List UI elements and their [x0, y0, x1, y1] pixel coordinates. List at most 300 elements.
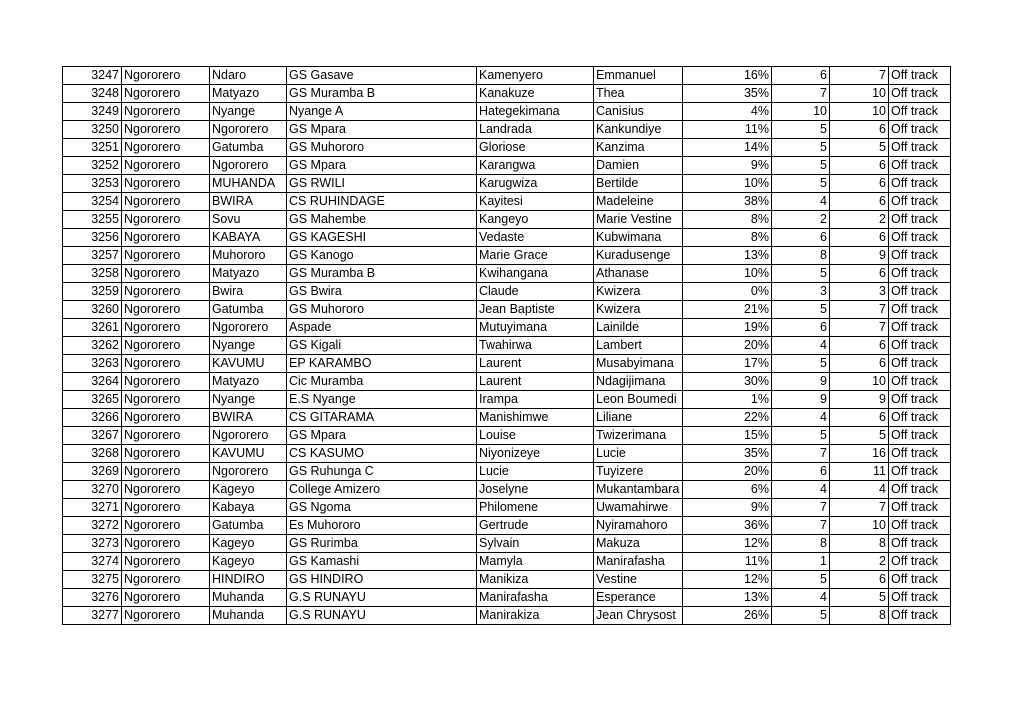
- school-cell: GS Mahembe: [287, 211, 477, 229]
- count-a-cell: 8: [772, 535, 830, 553]
- count-b-cell: 5: [830, 139, 889, 157]
- percentage-cell: 6%: [683, 481, 772, 499]
- row-id-cell: 3257: [63, 247, 122, 265]
- table-row: [63, 229, 951, 247]
- count-b-cell: 6: [830, 355, 889, 373]
- count-a-cell: 4: [772, 481, 830, 499]
- count-a-cell: 6: [772, 319, 830, 337]
- last-name-cell: Twahirwa: [477, 337, 594, 355]
- count-b-cell: 6: [830, 121, 889, 139]
- count-b-cell: 11: [830, 463, 889, 481]
- sector-cell: Nyange: [210, 337, 287, 355]
- percentage-cell: 20%: [683, 463, 772, 481]
- last-name-cell: Gertrude: [477, 517, 594, 535]
- school-cell: CS KASUMO: [287, 445, 477, 463]
- first-name-cell: Kwizera: [594, 301, 683, 319]
- row-id-cell: 3248: [63, 85, 122, 103]
- sector-cell: Ngororero: [210, 157, 287, 175]
- last-name-cell: Manirakiza: [477, 607, 594, 625]
- table-body: [63, 67, 951, 625]
- count-a-cell: 5: [772, 157, 830, 175]
- percentage-cell: 17%: [683, 355, 772, 373]
- school-cell: GS Mpara: [287, 121, 477, 139]
- school-cell: GS RWILI: [287, 175, 477, 193]
- row-id-cell: 3254: [63, 193, 122, 211]
- school-cell: GS KAGESHI: [287, 229, 477, 247]
- percentage-cell: 26%: [683, 607, 772, 625]
- count-a-cell: 5: [772, 265, 830, 283]
- first-name-cell: Liliane: [594, 409, 683, 427]
- status-cell: Off track: [889, 319, 951, 337]
- table-row: [63, 499, 951, 517]
- data-table: [62, 66, 951, 625]
- table-row: [63, 445, 951, 463]
- sector-cell: Muhanda: [210, 589, 287, 607]
- school-cell: College Amizero: [287, 481, 477, 499]
- district-cell: Ngororero: [122, 355, 210, 373]
- first-name-cell: Musabyimana: [594, 355, 683, 373]
- count-b-cell: 2: [830, 211, 889, 229]
- sector-cell: HINDIRO: [210, 571, 287, 589]
- sector-cell: Kageyo: [210, 553, 287, 571]
- count-a-cell: 3: [772, 283, 830, 301]
- count-a-cell: 9: [772, 391, 830, 409]
- last-name-cell: Hategekimana: [477, 103, 594, 121]
- percentage-cell: 14%: [683, 139, 772, 157]
- last-name-cell: Niyonizeye: [477, 445, 594, 463]
- sector-cell: Kabaya: [210, 499, 287, 517]
- count-a-cell: 1: [772, 553, 830, 571]
- count-b-cell: 6: [830, 409, 889, 427]
- table-row: [63, 121, 951, 139]
- school-cell: Es Muhororo: [287, 517, 477, 535]
- count-b-cell: 9: [830, 391, 889, 409]
- last-name-cell: Kamenyero: [477, 67, 594, 85]
- first-name-cell: Ndagijimana: [594, 373, 683, 391]
- row-id-cell: 3250: [63, 121, 122, 139]
- row-id-cell: 3256: [63, 229, 122, 247]
- status-cell: Off track: [889, 355, 951, 373]
- sector-cell: Ndaro: [210, 67, 287, 85]
- status-cell: Off track: [889, 157, 951, 175]
- count-b-cell: 6: [830, 571, 889, 589]
- table-row: [63, 427, 951, 445]
- percentage-cell: 20%: [683, 337, 772, 355]
- table-row: [63, 481, 951, 499]
- last-name-cell: Claude: [477, 283, 594, 301]
- table-row: [63, 463, 951, 481]
- last-name-cell: Laurent: [477, 373, 594, 391]
- percentage-cell: 12%: [683, 535, 772, 553]
- status-cell: Off track: [889, 337, 951, 355]
- percentage-cell: 36%: [683, 517, 772, 535]
- count-a-cell: 5: [772, 571, 830, 589]
- district-cell: Ngororero: [122, 553, 210, 571]
- row-id-cell: 3275: [63, 571, 122, 589]
- count-a-cell: 6: [772, 229, 830, 247]
- percentage-cell: 16%: [683, 67, 772, 85]
- status-cell: Off track: [889, 211, 951, 229]
- row-id-cell: 3251: [63, 139, 122, 157]
- sector-cell: Ngororero: [210, 463, 287, 481]
- school-cell: G.S RUNAYU: [287, 589, 477, 607]
- row-id-cell: 3269: [63, 463, 122, 481]
- count-b-cell: 8: [830, 535, 889, 553]
- status-cell: Off track: [889, 553, 951, 571]
- first-name-cell: Athanase: [594, 265, 683, 283]
- sector-cell: KABAYA: [210, 229, 287, 247]
- first-name-cell: Lainilde: [594, 319, 683, 337]
- count-a-cell: 4: [772, 589, 830, 607]
- row-id-cell: 3247: [63, 67, 122, 85]
- table-row: [63, 409, 951, 427]
- last-name-cell: Karangwa: [477, 157, 594, 175]
- table-row: [63, 175, 951, 193]
- first-name-cell: Twizerimana: [594, 427, 683, 445]
- sector-cell: Nyange: [210, 391, 287, 409]
- first-name-cell: Thea: [594, 85, 683, 103]
- last-name-cell: Manikiza: [477, 571, 594, 589]
- count-a-cell: 5: [772, 607, 830, 625]
- status-cell: Off track: [889, 283, 951, 301]
- first-name-cell: Madeleine: [594, 193, 683, 211]
- school-cell: GS Muramba B: [287, 85, 477, 103]
- table-row: [63, 607, 951, 625]
- percentage-cell: 19%: [683, 319, 772, 337]
- first-name-cell: Uwamahirwe: [594, 499, 683, 517]
- table-row: [63, 265, 951, 283]
- last-name-cell: Mamyla: [477, 553, 594, 571]
- percentage-cell: 10%: [683, 175, 772, 193]
- first-name-cell: Kuradusenge: [594, 247, 683, 265]
- district-cell: Ngororero: [122, 193, 210, 211]
- sector-cell: Bwira: [210, 283, 287, 301]
- first-name-cell: Vestine: [594, 571, 683, 589]
- first-name-cell: Jean Chrysost: [594, 607, 683, 625]
- table-row: [63, 589, 951, 607]
- sector-cell: MUHANDA: [210, 175, 287, 193]
- row-id-cell: 3262: [63, 337, 122, 355]
- count-b-cell: 5: [830, 427, 889, 445]
- percentage-cell: 21%: [683, 301, 772, 319]
- count-a-cell: 6: [772, 67, 830, 85]
- sector-cell: Gatumba: [210, 139, 287, 157]
- count-a-cell: 4: [772, 337, 830, 355]
- district-cell: Ngororero: [122, 391, 210, 409]
- count-b-cell: 16: [830, 445, 889, 463]
- count-a-cell: 6: [772, 463, 830, 481]
- school-cell: Aspade: [287, 319, 477, 337]
- last-name-cell: Kanakuze: [477, 85, 594, 103]
- status-cell: Off track: [889, 445, 951, 463]
- table-row: [63, 103, 951, 121]
- school-cell: GS Mpara: [287, 427, 477, 445]
- status-cell: Off track: [889, 247, 951, 265]
- count-b-cell: 3: [830, 283, 889, 301]
- table-row: [63, 319, 951, 337]
- percentage-cell: 8%: [683, 211, 772, 229]
- school-cell: GS Kanogo: [287, 247, 477, 265]
- school-cell: Nyange A: [287, 103, 477, 121]
- count-a-cell: 7: [772, 85, 830, 103]
- row-id-cell: 3277: [63, 607, 122, 625]
- district-cell: Ngororero: [122, 337, 210, 355]
- row-id-cell: 3253: [63, 175, 122, 193]
- school-cell: GS Kamashi: [287, 553, 477, 571]
- district-cell: Ngororero: [122, 121, 210, 139]
- sector-cell: BWIRA: [210, 193, 287, 211]
- percentage-cell: 38%: [683, 193, 772, 211]
- table-row: [63, 193, 951, 211]
- table-row: [63, 157, 951, 175]
- district-cell: Ngororero: [122, 481, 210, 499]
- table-row: [63, 283, 951, 301]
- last-name-cell: Manishimwe: [477, 409, 594, 427]
- table-row: [63, 211, 951, 229]
- count-b-cell: 6: [830, 157, 889, 175]
- district-cell: Ngororero: [122, 517, 210, 535]
- percentage-cell: 1%: [683, 391, 772, 409]
- first-name-cell: Emmanuel: [594, 67, 683, 85]
- count-b-cell: 6: [830, 193, 889, 211]
- table-row: [63, 337, 951, 355]
- count-b-cell: 4: [830, 481, 889, 499]
- school-cell: EP KARAMBO: [287, 355, 477, 373]
- school-cell: CS GITARAMA: [287, 409, 477, 427]
- status-cell: Off track: [889, 121, 951, 139]
- school-cell: Cic Muramba: [287, 373, 477, 391]
- first-name-cell: Nyiramahoro: [594, 517, 683, 535]
- district-cell: Ngororero: [122, 319, 210, 337]
- district-cell: Ngororero: [122, 445, 210, 463]
- last-name-cell: Landrada: [477, 121, 594, 139]
- district-cell: Ngororero: [122, 301, 210, 319]
- first-name-cell: Tuyizere: [594, 463, 683, 481]
- sector-cell: Ngororero: [210, 121, 287, 139]
- row-id-cell: 3272: [63, 517, 122, 535]
- district-cell: Ngororero: [122, 229, 210, 247]
- last-name-cell: Kwihangana: [477, 265, 594, 283]
- sector-cell: Gatumba: [210, 517, 287, 535]
- status-cell: Off track: [889, 481, 951, 499]
- first-name-cell: Makuza: [594, 535, 683, 553]
- count-b-cell: 7: [830, 319, 889, 337]
- school-cell: GS HINDIRO: [287, 571, 477, 589]
- first-name-cell: Kubwimana: [594, 229, 683, 247]
- count-b-cell: 2: [830, 553, 889, 571]
- status-cell: Off track: [889, 499, 951, 517]
- sector-cell: BWIRA: [210, 409, 287, 427]
- count-a-cell: 7: [772, 445, 830, 463]
- status-cell: Off track: [889, 391, 951, 409]
- first-name-cell: Lambert: [594, 337, 683, 355]
- table-row: [63, 247, 951, 265]
- row-id-cell: 3263: [63, 355, 122, 373]
- first-name-cell: Bertilde: [594, 175, 683, 193]
- sector-cell: Muhanda: [210, 607, 287, 625]
- percentage-cell: 11%: [683, 121, 772, 139]
- count-b-cell: 7: [830, 301, 889, 319]
- table-row: [63, 85, 951, 103]
- count-b-cell: 6: [830, 229, 889, 247]
- status-cell: Off track: [889, 301, 951, 319]
- row-id-cell: 3265: [63, 391, 122, 409]
- table-row: [63, 517, 951, 535]
- last-name-cell: Gloriose: [477, 139, 594, 157]
- count-b-cell: 10: [830, 517, 889, 535]
- status-cell: Off track: [889, 535, 951, 553]
- percentage-cell: 13%: [683, 589, 772, 607]
- count-a-cell: 4: [772, 409, 830, 427]
- row-id-cell: 3267: [63, 427, 122, 445]
- district-cell: Ngororero: [122, 571, 210, 589]
- district-cell: Ngororero: [122, 103, 210, 121]
- status-cell: Off track: [889, 463, 951, 481]
- table-row: [63, 355, 951, 373]
- percentage-cell: 8%: [683, 229, 772, 247]
- table-row: [63, 67, 951, 85]
- row-id-cell: 3258: [63, 265, 122, 283]
- first-name-cell: Mukantambara: [594, 481, 683, 499]
- count-a-cell: 5: [772, 175, 830, 193]
- percentage-cell: 11%: [683, 553, 772, 571]
- count-b-cell: 5: [830, 589, 889, 607]
- row-id-cell: 3255: [63, 211, 122, 229]
- status-cell: Off track: [889, 265, 951, 283]
- school-cell: GS Muramba B: [287, 265, 477, 283]
- percentage-cell: 12%: [683, 571, 772, 589]
- first-name-cell: Lucie: [594, 445, 683, 463]
- school-cell: GS Bwira: [287, 283, 477, 301]
- district-cell: Ngororero: [122, 175, 210, 193]
- last-name-cell: Kayitesi: [477, 193, 594, 211]
- row-id-cell: 3276: [63, 589, 122, 607]
- school-cell: GS Rurimba: [287, 535, 477, 553]
- count-a-cell: 8: [772, 247, 830, 265]
- status-cell: Off track: [889, 193, 951, 211]
- first-name-cell: Manirafasha: [594, 553, 683, 571]
- count-a-cell: 9: [772, 373, 830, 391]
- count-b-cell: 10: [830, 85, 889, 103]
- row-id-cell: 3249: [63, 103, 122, 121]
- district-cell: Ngororero: [122, 265, 210, 283]
- last-name-cell: Lucie: [477, 463, 594, 481]
- table-row: [63, 571, 951, 589]
- sector-cell: Nyange: [210, 103, 287, 121]
- district-cell: Ngororero: [122, 139, 210, 157]
- first-name-cell: Leon Boumedi: [594, 391, 683, 409]
- district-cell: Ngororero: [122, 157, 210, 175]
- percentage-cell: 30%: [683, 373, 772, 391]
- table-row: [63, 373, 951, 391]
- status-cell: Off track: [889, 571, 951, 589]
- district-cell: Ngororero: [122, 427, 210, 445]
- status-cell: Off track: [889, 373, 951, 391]
- table-row: [63, 301, 951, 319]
- count-b-cell: 10: [830, 373, 889, 391]
- row-id-cell: 3260: [63, 301, 122, 319]
- school-cell: GS Ngoma: [287, 499, 477, 517]
- count-b-cell: 6: [830, 337, 889, 355]
- district-cell: Ngororero: [122, 283, 210, 301]
- row-id-cell: 3252: [63, 157, 122, 175]
- row-id-cell: 3271: [63, 499, 122, 517]
- first-name-cell: Kanzima: [594, 139, 683, 157]
- district-cell: Ngororero: [122, 247, 210, 265]
- count-b-cell: 6: [830, 175, 889, 193]
- percentage-cell: 9%: [683, 157, 772, 175]
- district-cell: Ngororero: [122, 589, 210, 607]
- first-name-cell: Marie Vestine: [594, 211, 683, 229]
- table-row: [63, 535, 951, 553]
- count-a-cell: 5: [772, 427, 830, 445]
- status-cell: Off track: [889, 517, 951, 535]
- district-cell: Ngororero: [122, 67, 210, 85]
- count-a-cell: 5: [772, 121, 830, 139]
- first-name-cell: Esperance: [594, 589, 683, 607]
- status-cell: Off track: [889, 103, 951, 121]
- percentage-cell: 4%: [683, 103, 772, 121]
- table-row: [63, 553, 951, 571]
- count-a-cell: 5: [772, 355, 830, 373]
- count-b-cell: 7: [830, 67, 889, 85]
- school-cell: GS Ruhunga C: [287, 463, 477, 481]
- sector-cell: Kageyo: [210, 481, 287, 499]
- status-cell: Off track: [889, 229, 951, 247]
- last-name-cell: Kangeyo: [477, 211, 594, 229]
- percentage-cell: 9%: [683, 499, 772, 517]
- sector-cell: Matyazo: [210, 85, 287, 103]
- count-a-cell: 4: [772, 193, 830, 211]
- row-id-cell: 3259: [63, 283, 122, 301]
- count-b-cell: 6: [830, 265, 889, 283]
- row-id-cell: 3273: [63, 535, 122, 553]
- count-a-cell: 7: [772, 517, 830, 535]
- last-name-cell: Laurent: [477, 355, 594, 373]
- sector-cell: Ngororero: [210, 427, 287, 445]
- last-name-cell: Philomene: [477, 499, 594, 517]
- school-cell: CS RUHINDAGE: [287, 193, 477, 211]
- first-name-cell: Damien: [594, 157, 683, 175]
- last-name-cell: Karugwiza: [477, 175, 594, 193]
- status-cell: Off track: [889, 589, 951, 607]
- count-a-cell: 7: [772, 499, 830, 517]
- status-cell: Off track: [889, 607, 951, 625]
- row-id-cell: 3266: [63, 409, 122, 427]
- row-id-cell: 3264: [63, 373, 122, 391]
- last-name-cell: Manirafasha: [477, 589, 594, 607]
- count-a-cell: 5: [772, 139, 830, 157]
- district-cell: Ngororero: [122, 463, 210, 481]
- sector-cell: KAVUMU: [210, 355, 287, 373]
- status-cell: Off track: [889, 85, 951, 103]
- status-cell: Off track: [889, 175, 951, 193]
- percentage-cell: 13%: [683, 247, 772, 265]
- sector-cell: Ngororero: [210, 319, 287, 337]
- count-a-cell: 2: [772, 211, 830, 229]
- percentage-cell: 0%: [683, 283, 772, 301]
- sector-cell: Kageyo: [210, 535, 287, 553]
- first-name-cell: Kwizera: [594, 283, 683, 301]
- last-name-cell: Marie Grace: [477, 247, 594, 265]
- percentage-cell: 35%: [683, 445, 772, 463]
- school-cell: GS Mpara: [287, 157, 477, 175]
- last-name-cell: Irampa: [477, 391, 594, 409]
- table-row: [63, 391, 951, 409]
- first-name-cell: Kankundiye: [594, 121, 683, 139]
- school-cell: E.S Nyange: [287, 391, 477, 409]
- sector-cell: KAVUMU: [210, 445, 287, 463]
